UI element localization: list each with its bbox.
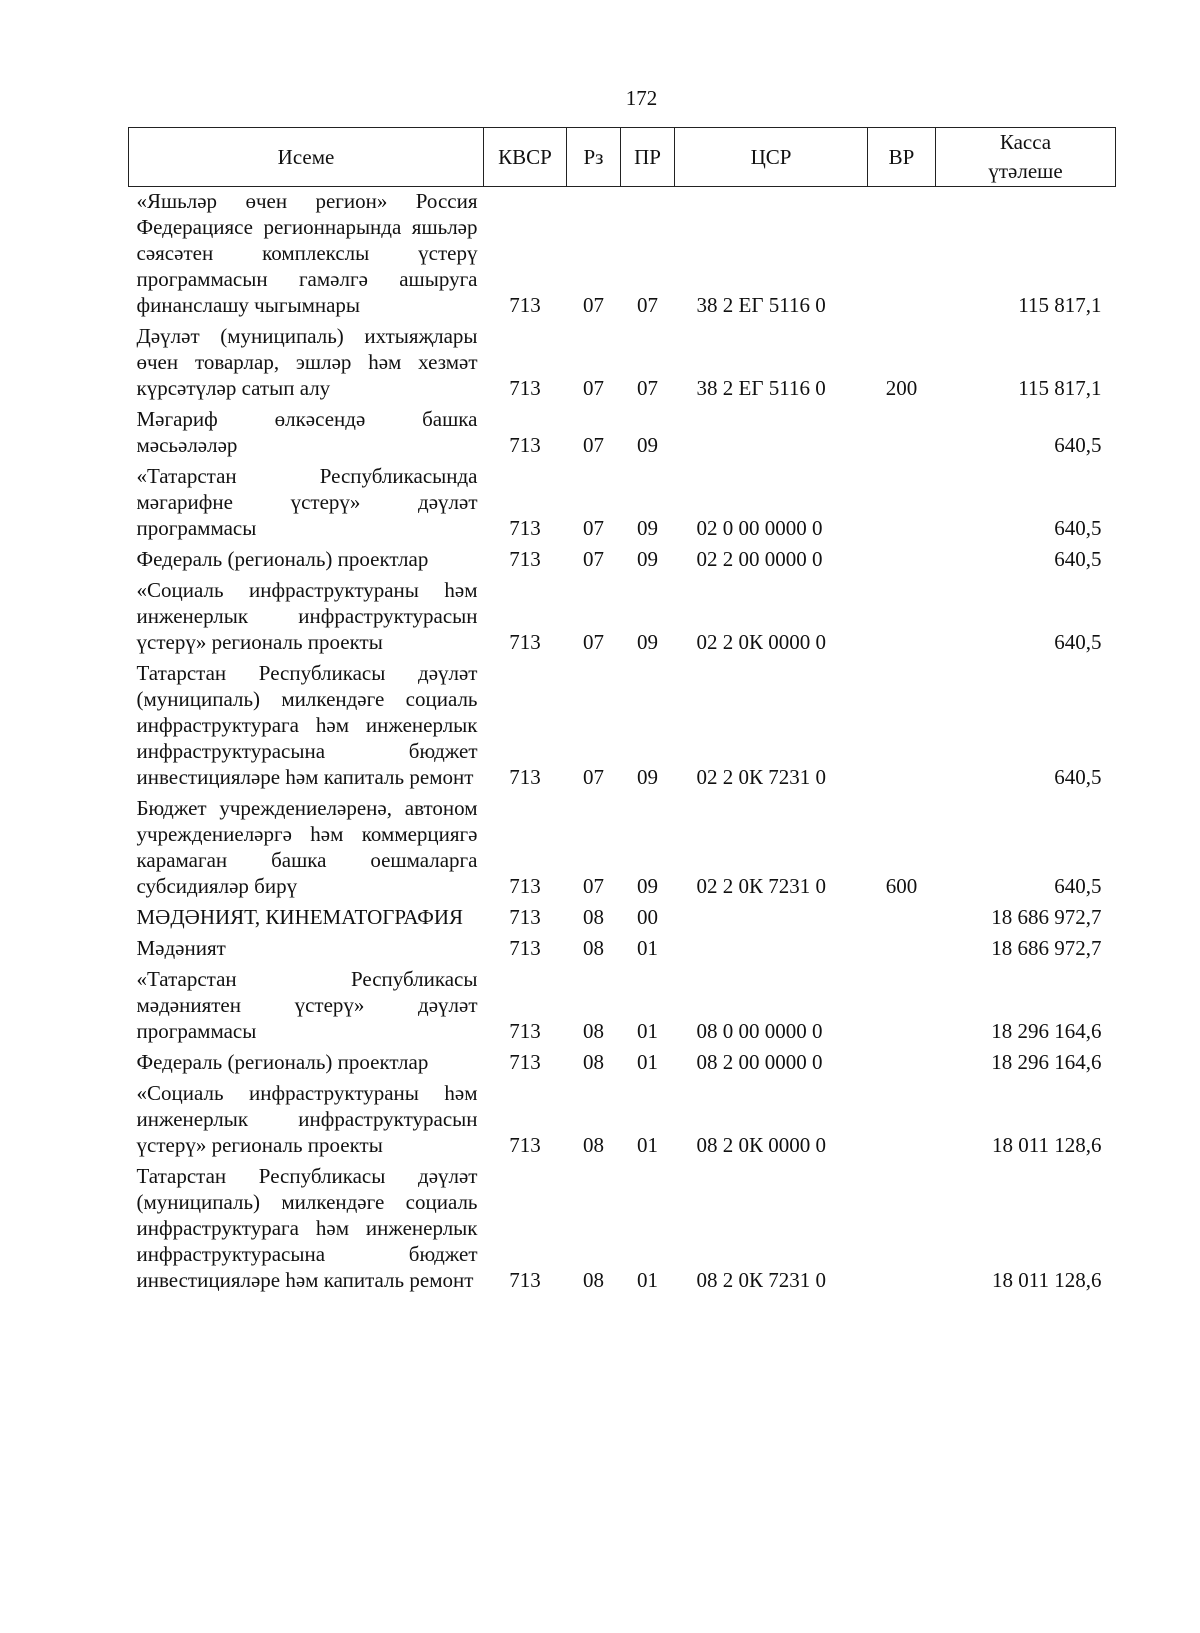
table-row xyxy=(129,574,1116,657)
cell-name: «Социаль инфраструктураны һәм инженерлык инфраструктурасын үстерү» региональ проекты xyxy=(136,578,478,654)
table-row xyxy=(129,543,1116,574)
table-row xyxy=(129,657,1116,792)
cell-amount: 18 686 972,7 xyxy=(991,936,1102,960)
cell-rz: 08 xyxy=(583,936,604,960)
cell-pr: 01 xyxy=(637,1133,658,1157)
cell-rz: 07 xyxy=(583,433,604,457)
cell-rz: 08 xyxy=(583,1019,604,1043)
cell-csr: 02 2 0К 7231 0 xyxy=(696,765,827,789)
cell-vr: 200 xyxy=(885,376,918,400)
table-row xyxy=(129,1077,1116,1160)
cell-kvsr: 713 xyxy=(509,630,541,654)
cell-rz: 07 xyxy=(583,516,604,540)
cell-amount: 640,5 xyxy=(1054,516,1102,540)
cell-vr xyxy=(868,963,936,1046)
cell-pr: 09 xyxy=(637,630,658,654)
cell-rz: 08 xyxy=(583,1050,604,1074)
cell-amount: 18 686 972,7 xyxy=(991,905,1102,929)
cell-kvsr: 713 xyxy=(509,1050,541,1074)
cell-pr: 09 xyxy=(637,433,658,457)
cell-kvsr: 713 xyxy=(509,1268,541,1292)
table-row xyxy=(129,1046,1116,1077)
cell-vr xyxy=(868,187,936,321)
table-header-row xyxy=(129,128,1116,187)
cell-name: Мәдәният xyxy=(136,936,226,960)
cell-amount: 18 011 128,6 xyxy=(992,1133,1102,1157)
cell-pr: 07 xyxy=(637,293,658,317)
cell-csr: 02 2 0К 0000 0 xyxy=(696,630,827,654)
cell-csr: 08 0 00 0000 0 xyxy=(696,1019,823,1043)
cell-kvsr: 713 xyxy=(509,293,541,317)
cell-kvsr: 713 xyxy=(509,1019,541,1043)
cell-kvsr: 713 xyxy=(509,547,541,571)
cell-csr: 02 2 00 0000 0 xyxy=(696,547,823,571)
cell-amount: 640,5 xyxy=(1054,433,1102,457)
cell-vr xyxy=(868,932,936,963)
cell-amount: 640,5 xyxy=(1054,765,1102,789)
cell-kvsr: 713 xyxy=(509,765,541,789)
cell-name: Бюджет учреждениеләренә, автоном учреждениеләргә һәм коммерциягә карамаган башка оешмаларга субсидияләр бирү xyxy=(136,796,478,898)
cell-vr xyxy=(868,1046,936,1077)
cell-name: «Яшьләр өчен регион» Россия Федерациясе регионнарында яшьләр сәясәтен комплекслы үстерү программасын гамәлгә ашыруга финанслашу чыгымнары xyxy=(136,189,478,317)
cell-amount: 18 296 164,6 xyxy=(991,1019,1102,1043)
cell-kvsr: 713 xyxy=(509,1133,541,1157)
table-row xyxy=(129,403,1116,460)
cell-amount: 640,5 xyxy=(1054,874,1102,898)
cell-name: Татарстан Республикасы дәүләт (муниципаль) милкендәге социаль инфраструктурага һәм инженерлык инфраструктурасына бюджет инвестицияләре һәм капиталь ремонт xyxy=(136,661,478,789)
cell-vr xyxy=(868,1160,936,1295)
header-kassa-line1: Касса xyxy=(999,130,1052,154)
cell-amount: 18 011 128,6 xyxy=(992,1268,1102,1292)
cell-amount: 115 817,1 xyxy=(1018,376,1102,400)
header-csr: ЦСР xyxy=(675,128,868,187)
cell-amount: 640,5 xyxy=(1054,630,1102,654)
cell-csr: 38 2 ЕГ 5116 0 xyxy=(696,376,826,400)
cell-kvsr: 713 xyxy=(509,874,541,898)
cell-pr: 07 xyxy=(637,376,658,400)
table-row xyxy=(129,460,1116,543)
cell-vr xyxy=(868,657,936,792)
cell-pr: 01 xyxy=(637,1019,658,1043)
header-kvsr: КВСР xyxy=(484,128,567,187)
cell-vr xyxy=(868,574,936,657)
cell-pr: 09 xyxy=(637,765,658,789)
header-kassa xyxy=(936,128,1116,187)
table-row xyxy=(129,320,1116,403)
cell-amount: 18 296 164,6 xyxy=(991,1050,1102,1074)
cell-kvsr: 713 xyxy=(509,376,541,400)
cell-rz: 08 xyxy=(583,1268,604,1292)
cell-pr: 01 xyxy=(637,1268,658,1292)
cell-name: Федераль (региональ) проектлар xyxy=(136,547,429,571)
cell-pr: 09 xyxy=(637,547,658,571)
cell-name: Татарстан Республикасы дәүләт (муниципаль) милкендәге социаль инфраструктурага һәм инженерлык инфраструктурасына бюджет инвестицияләре һәм капиталь ремонт xyxy=(136,1164,478,1292)
cell-csr: 08 2 0К 7231 0 xyxy=(696,1268,827,1292)
cell-rz: 08 xyxy=(583,1133,604,1157)
cell-rz: 07 xyxy=(583,293,604,317)
cell-amount: 115 817,1 xyxy=(1018,293,1102,317)
cell-vr xyxy=(868,901,936,932)
cell-kvsr: 713 xyxy=(509,905,541,929)
cell-kvsr: 713 xyxy=(509,516,541,540)
cell-rz: 07 xyxy=(583,547,604,571)
cell-pr: 00 xyxy=(637,905,658,929)
cell-name: МӘДӘНИЯТ, КИНЕМАТОГРАФИЯ xyxy=(136,905,464,929)
cell-name: «Социаль инфраструктураны һәм инженерлык инфраструктурасын үстерү» региональ проекты xyxy=(136,1081,478,1157)
cell-csr xyxy=(675,932,868,963)
cell-rz: 08 xyxy=(583,905,604,929)
cell-name: Дәүләт (муниципаль) ихтыяҗлары өчен товарлар, эшләр һәм хезмәт күрсәтүләр сатып алу xyxy=(136,324,478,400)
cell-pr: 01 xyxy=(637,1050,658,1074)
cell-name: «Татарстан Республикасында мәгарифне үстерү» дәүләт программасы xyxy=(136,464,478,540)
cell-amount: 640,5 xyxy=(1054,547,1102,571)
header-kassa-line2: үтәлеше xyxy=(988,159,1063,183)
budget-table xyxy=(128,127,1116,1295)
cell-name: Федераль (региональ) проектлар xyxy=(136,1050,429,1074)
cell-csr xyxy=(675,403,868,460)
cell-rz: 07 xyxy=(583,765,604,789)
cell-kvsr: 713 xyxy=(509,433,541,457)
table-row xyxy=(129,901,1116,932)
cell-rz: 07 xyxy=(583,376,604,400)
cell-name: Мәгариф өлкәсендә башка мәсьәләләр xyxy=(136,407,478,457)
table-row xyxy=(129,963,1116,1046)
cell-vr xyxy=(868,543,936,574)
cell-csr xyxy=(675,901,868,932)
cell-vr xyxy=(868,1077,936,1160)
header-vr: ВР xyxy=(868,128,936,187)
cell-csr: 08 2 0К 0000 0 xyxy=(696,1133,827,1157)
cell-csr: 02 2 0К 7231 0 xyxy=(696,874,827,898)
table-row xyxy=(129,1160,1116,1295)
cell-pr: 09 xyxy=(637,516,658,540)
header-name: Исеме xyxy=(129,128,484,187)
cell-rz: 07 xyxy=(583,874,604,898)
cell-vr: 600 xyxy=(885,874,918,898)
cell-name: «Татарстан Республикасы мәдәниятен үстерү» дәүләт программасы xyxy=(136,967,478,1043)
cell-rz: 07 xyxy=(583,630,604,654)
cell-vr xyxy=(868,460,936,543)
cell-csr: 38 2 ЕГ 5116 0 xyxy=(696,293,826,317)
header-rz: Рз xyxy=(567,128,621,187)
cell-kvsr: 713 xyxy=(509,936,541,960)
cell-pr: 09 xyxy=(637,874,658,898)
cell-vr xyxy=(868,403,936,460)
header-pr: ПР xyxy=(621,128,675,187)
cell-csr: 08 2 00 0000 0 xyxy=(696,1050,823,1074)
table-row xyxy=(129,792,1116,901)
page-number: 172 xyxy=(625,86,658,110)
table-row xyxy=(129,932,1116,963)
table-row xyxy=(129,187,1116,321)
cell-pr: 01 xyxy=(637,936,658,960)
cell-csr: 02 0 00 0000 0 xyxy=(696,516,823,540)
